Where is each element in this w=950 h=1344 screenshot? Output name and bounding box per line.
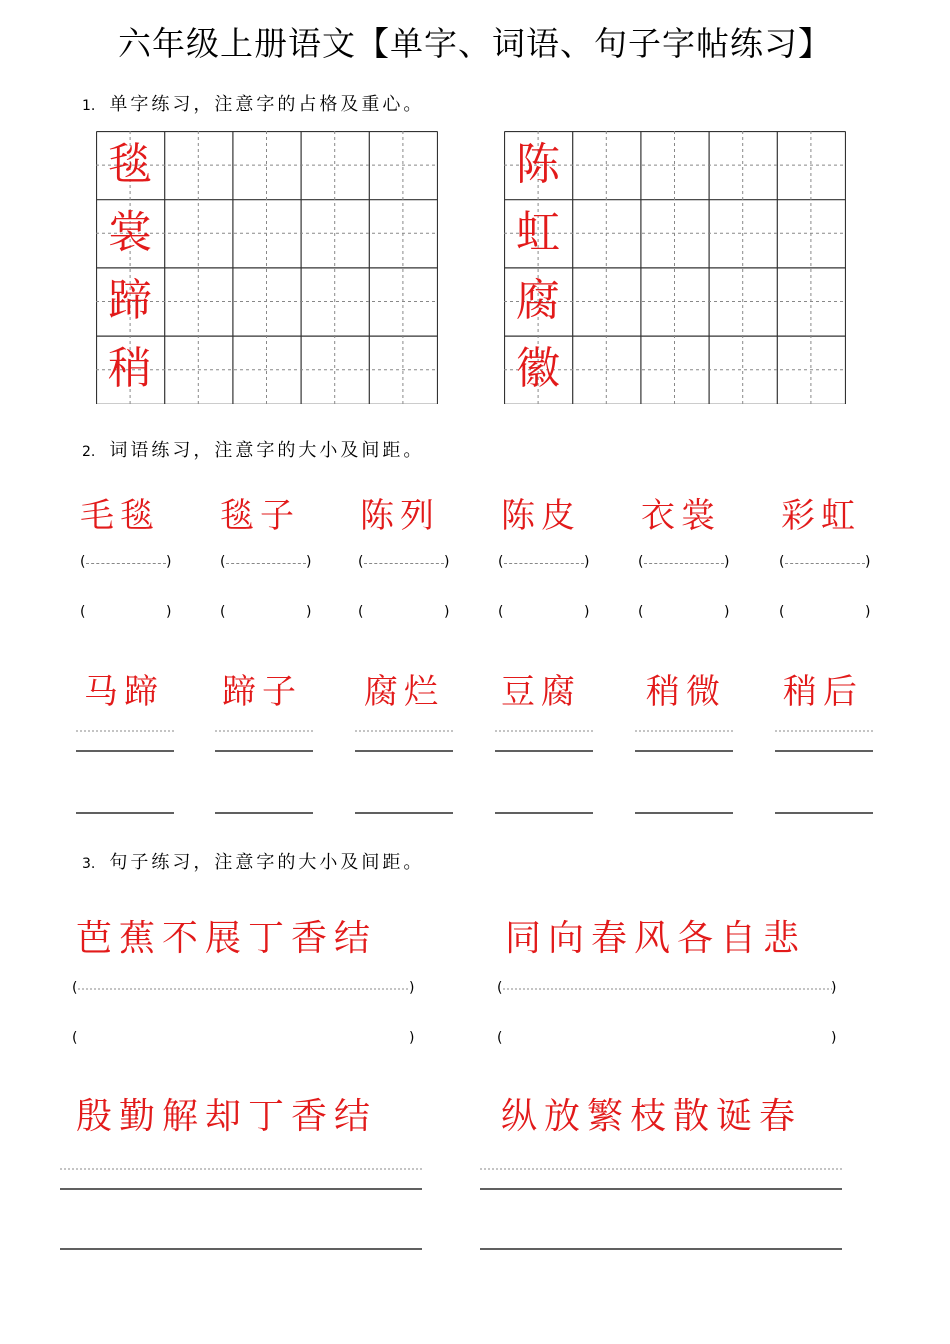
paren-close: ) bbox=[865, 604, 871, 620]
section-2-number: 2. bbox=[82, 444, 96, 460]
paren-close: ) bbox=[724, 554, 730, 570]
sentence: 芭蕉不展丁香结 bbox=[76, 918, 378, 959]
paren-close: ) bbox=[166, 554, 172, 570]
paren-open: ( bbox=[80, 604, 86, 620]
paren-open: ( bbox=[779, 604, 785, 620]
word: 彩虹 bbox=[781, 496, 861, 536]
paren-open: ( bbox=[220, 604, 226, 620]
grid-right-chars bbox=[504, 131, 572, 403]
grid-char: 蹄 bbox=[108, 275, 152, 326]
word: 陈皮 bbox=[501, 496, 581, 536]
dashed-guide bbox=[226, 563, 306, 564]
dashed-guide bbox=[364, 563, 444, 564]
section-2-heading bbox=[82, 436, 424, 462]
paren-close: ) bbox=[166, 604, 172, 620]
dashed-guide bbox=[644, 563, 724, 564]
paren-open: ( bbox=[358, 554, 364, 570]
word: 衣裳 bbox=[641, 496, 721, 536]
section-1-text: 单字练习，注意字的占格及重心。 bbox=[109, 94, 425, 115]
word: 腐烂 bbox=[364, 672, 444, 712]
paren-open: ( bbox=[497, 1030, 503, 1046]
sentence-writing-lines bbox=[0, 960, 950, 1260]
section-1-heading bbox=[82, 90, 424, 116]
grid-char: 虹 bbox=[516, 207, 560, 258]
section-2-text: 词语练习，注意字的大小及间距。 bbox=[109, 440, 425, 461]
grid-char: 裳 bbox=[108, 207, 152, 258]
dashed-guide bbox=[86, 563, 166, 564]
page-title: 六年级上册语文【单字、词语、句子字帖练习】 bbox=[118, 24, 832, 63]
section-3-number: 3. bbox=[82, 856, 96, 872]
word: 豆腐 bbox=[501, 672, 581, 712]
sentence: 殷勤解却丁香结 bbox=[76, 1096, 378, 1137]
paren-close: ) bbox=[865, 554, 871, 570]
word: 稍后 bbox=[783, 672, 863, 712]
word: 毯子 bbox=[220, 496, 300, 536]
paren-close: ) bbox=[409, 1030, 415, 1046]
paren-open: ( bbox=[72, 980, 78, 996]
paren-open: ( bbox=[72, 1030, 78, 1046]
paren-open: ( bbox=[358, 604, 364, 620]
grid-char: 陈 bbox=[516, 139, 560, 190]
word: 毛毯 bbox=[80, 496, 160, 536]
paren-close: ) bbox=[444, 604, 450, 620]
paren-close: ) bbox=[306, 554, 312, 570]
paren-close: ) bbox=[831, 980, 837, 996]
dashed-guide bbox=[504, 563, 584, 564]
section-3-text: 句子练习，注意字的大小及间距。 bbox=[109, 852, 425, 873]
paren-open: ( bbox=[638, 554, 644, 570]
word: 陈列 bbox=[360, 496, 440, 536]
paren-open: ( bbox=[498, 604, 504, 620]
paren-open: ( bbox=[638, 604, 644, 620]
section-3-heading bbox=[82, 848, 424, 874]
paren-open: ( bbox=[779, 554, 785, 570]
paren-close: ) bbox=[584, 554, 590, 570]
grid-char: 稍 bbox=[108, 343, 152, 394]
paren-open: ( bbox=[497, 980, 503, 996]
paren-close: ) bbox=[724, 604, 730, 620]
paren-open: ( bbox=[80, 554, 86, 570]
paren-close: ) bbox=[409, 980, 415, 996]
section-1-number: 1. bbox=[82, 98, 96, 114]
paren-close: ) bbox=[444, 554, 450, 570]
paren-open: ( bbox=[220, 554, 226, 570]
sentence: 纵放繁枝散诞春 bbox=[501, 1096, 803, 1137]
sentence: 同向春风各自悲 bbox=[505, 918, 807, 959]
grid-left-chars bbox=[96, 131, 164, 403]
grid-char: 毯 bbox=[108, 139, 152, 190]
word-writing-lines bbox=[0, 720, 950, 820]
paren-close: ) bbox=[306, 604, 312, 620]
grid-char: 腐 bbox=[516, 275, 560, 326]
paren-close: ) bbox=[831, 1030, 837, 1046]
word: 马蹄 bbox=[84, 672, 164, 712]
word: 蹄子 bbox=[222, 672, 302, 712]
paren-open: ( bbox=[498, 554, 504, 570]
dashed-guide bbox=[785, 563, 865, 564]
paren-close: ) bbox=[584, 604, 590, 620]
word: 稍微 bbox=[646, 672, 726, 712]
grid-char: 徽 bbox=[516, 343, 560, 394]
